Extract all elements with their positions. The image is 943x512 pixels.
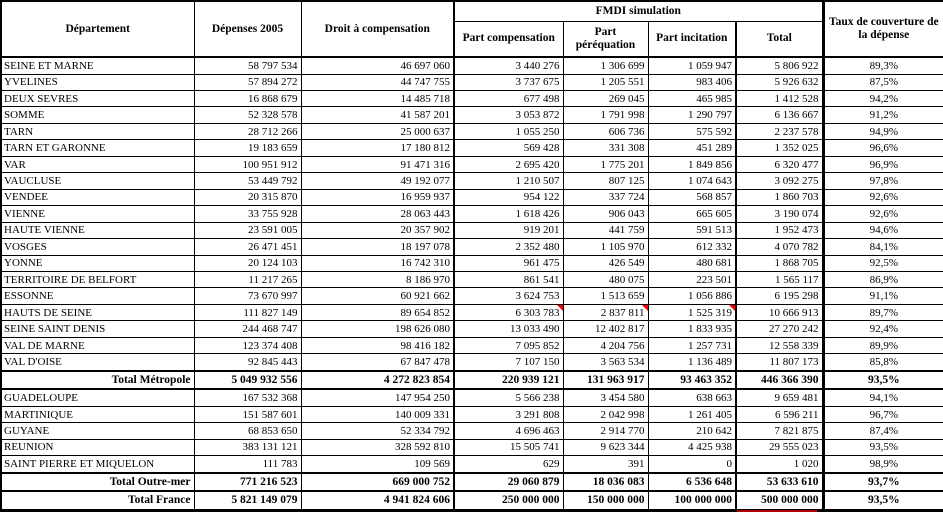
header-depenses-2005: Dépenses 2005: [194, 1, 301, 57]
table-row: [1, 456, 943, 473]
cell-part-compensation: 1 618 426: [454, 206, 563, 222]
cell-total: 1 868 705: [736, 255, 823, 271]
cell-taux-couverture: 89,9%: [823, 337, 943, 353]
cell-taux-couverture: 98,9%: [823, 456, 943, 473]
cell-taux-couverture: 92,4%: [823, 321, 943, 337]
cell-depenses-2005: 33 755 928: [194, 206, 301, 222]
cell-departement: ESSONNE: [1, 288, 194, 304]
cell-part-incitation: 1 833 935: [648, 321, 736, 337]
cell-part-compensation: 29 060 879: [454, 473, 563, 491]
cell-departement: DEUX SEVRES: [1, 91, 194, 107]
table-row: [1, 272, 943, 288]
cell-part-compensation: 629: [454, 456, 563, 473]
cell-droit-a-compensation: 28 063 443: [301, 206, 454, 222]
cell-departement: SEINE ET MARNE: [1, 57, 194, 74]
cell-departement: Total France: [1, 491, 194, 510]
table-row: [1, 288, 943, 304]
cell-droit-a-compensation: 18 197 078: [301, 239, 454, 255]
cell-part-incitation: 1 056 886: [648, 288, 736, 304]
total-row: [1, 473, 943, 491]
cell-departement: HAUTS DE SEINE: [1, 304, 194, 320]
cell-taux-couverture: 91,2%: [823, 107, 943, 123]
cell-depenses-2005: 20 315 870: [194, 189, 301, 205]
cell-part-compensation: 15 505 741: [454, 439, 563, 455]
table-row: [1, 304, 943, 320]
cell-part-incitation: 1 290 797: [648, 107, 736, 123]
total-row: [1, 371, 943, 389]
cell-droit-a-compensation: 198 626 080: [301, 321, 454, 337]
cell-part-compensation: 3 737 675: [454, 74, 563, 90]
table-row: [1, 337, 943, 353]
cell-departement: VENDEE: [1, 189, 194, 205]
cell-part-perequation: 3 563 534: [563, 354, 648, 371]
cell-part-compensation: 4 696 463: [454, 423, 563, 439]
cell-taux-couverture: 93,5%: [823, 371, 943, 389]
cell-total: 500 000 000: [736, 491, 823, 510]
cell-part-incitation: 1 257 731: [648, 337, 736, 353]
cell-taux-couverture: 84,1%: [823, 239, 943, 255]
cell-part-incitation: 1 136 489: [648, 354, 736, 371]
cell-departement: GUYANE: [1, 423, 194, 439]
cell-depenses-2005: 73 670 997: [194, 288, 301, 304]
cell-part-perequation: 2 837 811: [563, 304, 648, 320]
cell-total: 29 555 023: [736, 439, 823, 455]
table-row: [1, 140, 943, 156]
cell-part-compensation: 919 201: [454, 222, 563, 238]
cell-part-incitation: 983 406: [648, 74, 736, 90]
cell-part-perequation: 441 759: [563, 222, 648, 238]
cell-part-incitation: 93 463 352: [648, 371, 736, 389]
cell-departement: TARN: [1, 123, 194, 139]
cell-part-incitation: 1 525 319: [648, 304, 736, 320]
cell-departement: Total Métropole: [1, 371, 194, 389]
cell-part-perequation: 337 724: [563, 189, 648, 205]
cell-total: 2 237 578: [736, 123, 823, 139]
cell-total: 11 807 173: [736, 354, 823, 371]
comment-indicator-icon: [729, 305, 735, 311]
cell-droit-a-compensation: 91 471 316: [301, 156, 454, 172]
cell-taux-couverture: 93,5%: [823, 491, 943, 510]
cell-depenses-2005: 52 328 578: [194, 107, 301, 123]
cell-total: 1 952 473: [736, 222, 823, 238]
cell-total: 3 092 275: [736, 173, 823, 189]
cell-part-perequation: 426 549: [563, 255, 648, 271]
cell-droit-a-compensation: 4 941 824 606: [301, 491, 454, 510]
cell-part-compensation: 250 000 000: [454, 491, 563, 510]
cell-droit-a-compensation: 46 697 060: [301, 57, 454, 74]
cell-part-perequation: 1 791 998: [563, 107, 648, 123]
cell-depenses-2005: 28 712 266: [194, 123, 301, 139]
cell-part-incitation: 6 536 648: [648, 473, 736, 491]
cell-part-incitation: 210 642: [648, 423, 736, 439]
header-part-compensation: Part compensation: [454, 21, 563, 57]
cell-depenses-2005: 16 868 679: [194, 91, 301, 107]
cell-total: 1 565 117: [736, 272, 823, 288]
cell-total: 5 806 922: [736, 57, 823, 74]
cell-droit-a-compensation: 17 180 812: [301, 140, 454, 156]
cell-total: 6 136 667: [736, 107, 823, 123]
table-row: [1, 173, 943, 189]
cell-part-incitation: 223 501: [648, 272, 736, 288]
table-row: [1, 255, 943, 271]
cell-part-incitation: 480 681: [648, 255, 736, 271]
cell-depenses-2005: 111 827 149: [194, 304, 301, 320]
cell-departement: SOMME: [1, 107, 194, 123]
cell-part-incitation: 100 000 000: [648, 491, 736, 510]
cell-part-perequation: 3 454 580: [563, 389, 648, 406]
cell-depenses-2005: 383 131 121: [194, 439, 301, 455]
cell-droit-a-compensation: 14 485 718: [301, 91, 454, 107]
cell-taux-couverture: 92,5%: [823, 255, 943, 271]
cell-part-compensation: 13 033 490: [454, 321, 563, 337]
cell-depenses-2005: 151 587 601: [194, 406, 301, 422]
cell-departement: Total Outre-mer: [1, 473, 194, 491]
cell-total: 7 821 875: [736, 423, 823, 439]
cell-part-compensation: 7 095 852: [454, 337, 563, 353]
cell-taux-couverture: 92,6%: [823, 189, 943, 205]
table-row: [1, 239, 943, 255]
cell-part-perequation: 1 775 201: [563, 156, 648, 172]
cell-taux-couverture: 92,6%: [823, 206, 943, 222]
table-row: [1, 107, 943, 123]
cell-part-compensation: 7 107 150: [454, 354, 563, 371]
table-row: [1, 91, 943, 107]
cell-departement: VOSGES: [1, 239, 194, 255]
table-row: [1, 123, 943, 139]
cell-depenses-2005: 5 821 149 079: [194, 491, 301, 510]
cell-taux-couverture: 93,7%: [823, 473, 943, 491]
table-row: [1, 354, 943, 371]
cell-part-perequation: 131 963 917: [563, 371, 648, 389]
cell-taux-couverture: 94,6%: [823, 222, 943, 238]
cell-total: 9 659 481: [736, 389, 823, 406]
cell-total: 6 195 298: [736, 288, 823, 304]
cell-total: 3 190 074: [736, 206, 823, 222]
cell-part-perequation: 150 000 000: [563, 491, 648, 510]
header-total: Total: [736, 21, 823, 57]
cell-part-perequation: 2 042 998: [563, 406, 648, 422]
cell-departement: YVELINES: [1, 74, 194, 90]
cell-taux-couverture: 96,9%: [823, 156, 943, 172]
cell-part-incitation: 1 074 643: [648, 173, 736, 189]
cell-part-compensation: 569 428: [454, 140, 563, 156]
header-departement: Département: [1, 1, 194, 57]
cell-part-compensation: 1 055 250: [454, 123, 563, 139]
cell-part-perequation: 1 306 699: [563, 57, 648, 74]
cell-departement: TERRITOIRE DE BELFORT: [1, 272, 194, 288]
cell-taux-couverture: 94,2%: [823, 91, 943, 107]
cell-part-compensation: 3 624 753: [454, 288, 563, 304]
cell-depenses-2005: 23 591 005: [194, 222, 301, 238]
table-row: [1, 423, 943, 439]
cell-total: 446 366 390: [736, 371, 823, 389]
cell-departement: SEINE SAINT DENIS: [1, 321, 194, 337]
cell-part-perequation: 480 075: [563, 272, 648, 288]
cell-droit-a-compensation: 16 742 310: [301, 255, 454, 271]
cell-part-perequation: 1 513 659: [563, 288, 648, 304]
cell-taux-couverture: 85,8%: [823, 354, 943, 371]
cell-depenses-2005: 244 468 747: [194, 321, 301, 337]
table-row: [1, 74, 943, 90]
cell-part-perequation: 12 402 817: [563, 321, 648, 337]
cell-part-perequation: 1 205 551: [563, 74, 648, 90]
cell-total: 1 352 025: [736, 140, 823, 156]
comment-indicator-icon: [557, 305, 563, 311]
cell-taux-couverture: 87,5%: [823, 74, 943, 90]
cell-depenses-2005: 58 797 534: [194, 57, 301, 74]
cell-droit-a-compensation: 147 954 250: [301, 389, 454, 406]
header-fmdi-simulation-group: FMDI simulation: [454, 1, 823, 21]
cell-part-incitation: 638 663: [648, 389, 736, 406]
table-row: [1, 57, 943, 74]
cell-part-compensation: 5 566 238: [454, 389, 563, 406]
cell-depenses-2005: 53 449 792: [194, 173, 301, 189]
table-row: [1, 189, 943, 205]
cell-departement: HAUTE VIENNE: [1, 222, 194, 238]
cell-part-perequation: 269 045: [563, 91, 648, 107]
cell-part-incitation: 0: [648, 456, 736, 473]
cell-droit-a-compensation: 328 592 810: [301, 439, 454, 455]
cell-taux-couverture: 87,4%: [823, 423, 943, 439]
cell-total: 1 860 703: [736, 189, 823, 205]
cell-depenses-2005: 771 216 523: [194, 473, 301, 491]
cell-depenses-2005: 68 853 650: [194, 423, 301, 439]
cell-part-perequation: 331 308: [563, 140, 648, 156]
cell-part-compensation: 954 122: [454, 189, 563, 205]
cell-part-incitation: 465 985: [648, 91, 736, 107]
table-row: [1, 321, 943, 337]
cell-departement: VAL DE MARNE: [1, 337, 194, 353]
cell-droit-a-compensation: 60 921 662: [301, 288, 454, 304]
cell-departement: VIENNE: [1, 206, 194, 222]
cell-departement: REUNION: [1, 439, 194, 455]
cell-part-perequation: 4 204 756: [563, 337, 648, 353]
cell-departement: SAINT PIERRE ET MIQUELON: [1, 456, 194, 473]
cell-droit-a-compensation: 20 357 902: [301, 222, 454, 238]
cell-total: 27 270 242: [736, 321, 823, 337]
cell-part-incitation: 1 849 856: [648, 156, 736, 172]
cell-total: 12 558 339: [736, 337, 823, 353]
cell-droit-a-compensation: 49 192 077: [301, 173, 454, 189]
cell-part-compensation: 2 695 420: [454, 156, 563, 172]
cell-taux-couverture: 94,9%: [823, 123, 943, 139]
cell-part-perequation: 807 125: [563, 173, 648, 189]
cell-droit-a-compensation: 98 416 182: [301, 337, 454, 353]
cell-taux-couverture: 91,1%: [823, 288, 943, 304]
cell-total: 6 320 477: [736, 156, 823, 172]
cell-part-compensation: 861 541: [454, 272, 563, 288]
cell-part-compensation: 2 352 480: [454, 239, 563, 255]
header-part-incitation: Part incitation: [648, 21, 736, 57]
cell-droit-a-compensation: 67 847 478: [301, 354, 454, 371]
cell-part-compensation: 3 053 872: [454, 107, 563, 123]
cell-departement: MARTINIQUE: [1, 406, 194, 422]
cell-departement: VAL D'OISE: [1, 354, 194, 371]
cell-total: 5 926 632: [736, 74, 823, 90]
cell-part-incitation: 612 332: [648, 239, 736, 255]
cell-part-compensation: 6 303 783: [454, 304, 563, 320]
total-row: [1, 491, 943, 510]
cell-total: 53 633 610: [736, 473, 823, 491]
cell-depenses-2005: 57 894 272: [194, 74, 301, 90]
cell-droit-a-compensation: 89 654 852: [301, 304, 454, 320]
cell-part-incitation: 591 513: [648, 222, 736, 238]
table-row: [1, 156, 943, 172]
cell-part-perequation: 606 736: [563, 123, 648, 139]
cell-droit-a-compensation: 44 747 755: [301, 74, 454, 90]
cell-part-compensation: 220 939 121: [454, 371, 563, 389]
cell-depenses-2005: 26 471 451: [194, 239, 301, 255]
cell-droit-a-compensation: 52 334 792: [301, 423, 454, 439]
table-body: [1, 57, 943, 511]
cell-part-perequation: 2 914 770: [563, 423, 648, 439]
cell-total: 4 070 782: [736, 239, 823, 255]
cell-taux-couverture: 96,6%: [823, 140, 943, 156]
table-header: [1, 1, 943, 57]
cell-droit-a-compensation: 669 000 752: [301, 473, 454, 491]
table-row: [1, 406, 943, 422]
cell-departement: YONNE: [1, 255, 194, 271]
cell-total: 6 596 211: [736, 406, 823, 422]
cell-taux-couverture: 97,8%: [823, 173, 943, 189]
cell-taux-couverture: 86,9%: [823, 272, 943, 288]
cell-part-perequation: 906 043: [563, 206, 648, 222]
cell-taux-couverture: 89,7%: [823, 304, 943, 320]
cell-depenses-2005: 5 049 932 556: [194, 371, 301, 389]
table-row: [1, 222, 943, 238]
cell-droit-a-compensation: 109 569: [301, 456, 454, 473]
cell-part-incitation: 665 605: [648, 206, 736, 222]
header-part-perequation: Part péréquation: [563, 21, 648, 57]
table-row: [1, 206, 943, 222]
cell-depenses-2005: 19 183 659: [194, 140, 301, 156]
cell-taux-couverture: 94,1%: [823, 389, 943, 406]
cell-total: 1 020: [736, 456, 823, 473]
cell-part-perequation: 18 036 083: [563, 473, 648, 491]
cell-taux-couverture: 89,3%: [823, 57, 943, 74]
cell-total: 10 666 913: [736, 304, 823, 320]
cell-departement: GUADELOUPE: [1, 389, 194, 406]
comment-indicator-icon: [642, 305, 648, 311]
cell-part-incitation: 1 261 405: [648, 406, 736, 422]
cell-part-perequation: 9 623 344: [563, 439, 648, 455]
header-taux-de-couverture: Taux de couverture de la dépense: [823, 1, 943, 57]
cell-depenses-2005: 111 783: [194, 456, 301, 473]
cell-part-incitation: 451 289: [648, 140, 736, 156]
cell-part-incitation: 575 592: [648, 123, 736, 139]
cell-droit-a-compensation: 16 959 937: [301, 189, 454, 205]
cell-departement: TARN ET GARONNE: [1, 140, 194, 156]
cell-depenses-2005: 123 374 408: [194, 337, 301, 353]
cell-part-compensation: 3 291 808: [454, 406, 563, 422]
cell-depenses-2005: 20 124 103: [194, 255, 301, 271]
cell-taux-couverture: 93,5%: [823, 439, 943, 455]
cell-droit-a-compensation: 8 186 970: [301, 272, 454, 288]
cell-part-incitation: 4 425 938: [648, 439, 736, 455]
cell-droit-a-compensation: 140 009 331: [301, 406, 454, 422]
cell-part-incitation: 568 857: [648, 189, 736, 205]
cell-part-perequation: 1 105 970: [563, 239, 648, 255]
cell-depenses-2005: 100 951 912: [194, 156, 301, 172]
cell-part-compensation: 1 210 507: [454, 173, 563, 189]
cell-droit-a-compensation: 25 000 637: [301, 123, 454, 139]
cell-taux-couverture: 96,7%: [823, 406, 943, 422]
cell-droit-a-compensation: 41 587 201: [301, 107, 454, 123]
table-row: [1, 439, 943, 455]
cell-depenses-2005: 92 845 443: [194, 354, 301, 371]
cell-droit-a-compensation: 4 272 823 854: [301, 371, 454, 389]
cell-total: 1 412 528: [736, 91, 823, 107]
cell-depenses-2005: 11 217 265: [194, 272, 301, 288]
cell-part-perequation: 391: [563, 456, 648, 473]
table-row: [1, 389, 943, 406]
cell-depenses-2005: 167 532 368: [194, 389, 301, 406]
cell-part-compensation: 961 475: [454, 255, 563, 271]
cell-part-compensation: 3 440 276: [454, 57, 563, 74]
header-droit-a-compensation: Droit à compensation: [301, 1, 454, 57]
cell-departement: VAR: [1, 156, 194, 172]
cell-departement: VAUCLUSE: [1, 173, 194, 189]
cell-part-compensation: 677 498: [454, 91, 563, 107]
cell-part-incitation: 1 059 947: [648, 57, 736, 74]
